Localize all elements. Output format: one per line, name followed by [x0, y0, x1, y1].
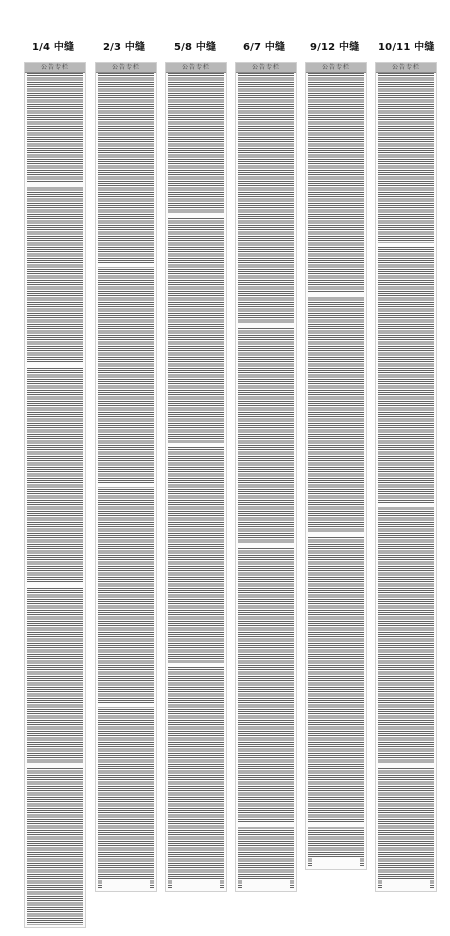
column-header: 公告专栏 — [376, 63, 436, 73]
label-col-3: 5/8 中缝 — [174, 42, 217, 53]
column-header: 公告专栏 — [166, 63, 226, 73]
label-col-2: 2/3 中缝 — [103, 42, 146, 53]
paragraph-gap — [238, 823, 294, 827]
column-6-10-11 — [375, 62, 437, 892]
column-header: 公告专栏 — [25, 63, 85, 73]
column-header: 公告专栏 — [306, 63, 366, 73]
paragraph-gap — [378, 763, 434, 767]
paragraph-gap — [308, 533, 364, 537]
paragraph-gap — [27, 363, 83, 367]
paragraph-gap — [168, 213, 224, 217]
column-footer-space — [382, 879, 430, 889]
paragraph-gap — [238, 323, 294, 327]
paragraph-gap — [378, 243, 434, 247]
column-footer-space — [172, 879, 220, 889]
label-col-1: 1/4 中缝 — [32, 42, 75, 53]
column-text-block — [238, 73, 294, 889]
paragraph-gap — [308, 823, 364, 827]
column-4-6-7 — [235, 62, 297, 892]
column-text-block — [168, 73, 224, 889]
column-text-block — [27, 73, 83, 925]
column-3-5-8 — [165, 62, 227, 892]
column-1-1-4 — [24, 62, 86, 928]
paragraph-gap — [168, 663, 224, 667]
column-footer-space — [242, 879, 290, 889]
paragraph-gap — [168, 443, 224, 447]
column-5-9-12 — [305, 62, 367, 870]
paragraph-gap — [98, 703, 154, 707]
paragraph-gap — [27, 183, 83, 187]
paragraph-gap — [308, 293, 364, 297]
paragraph-gap — [378, 503, 434, 507]
column-2-2-3 — [95, 62, 157, 892]
column-header: 公告专栏 — [236, 63, 296, 73]
column-footer-space — [312, 857, 360, 867]
label-col-5: 9/12 中缝 — [310, 42, 360, 53]
paragraph-gap — [27, 583, 83, 587]
label-col-6: 10/11 中缝 — [378, 42, 435, 53]
column-text-block — [98, 73, 154, 889]
column-text-block — [308, 73, 364, 867]
label-col-4: 6/7 中缝 — [243, 42, 286, 53]
column-header: 公告专栏 — [96, 63, 156, 73]
paragraph-gap — [98, 263, 154, 267]
paragraph-gap — [27, 763, 83, 767]
column-footer-space — [102, 879, 150, 889]
paragraph-gap — [98, 483, 154, 487]
paragraph-gap — [238, 543, 294, 547]
